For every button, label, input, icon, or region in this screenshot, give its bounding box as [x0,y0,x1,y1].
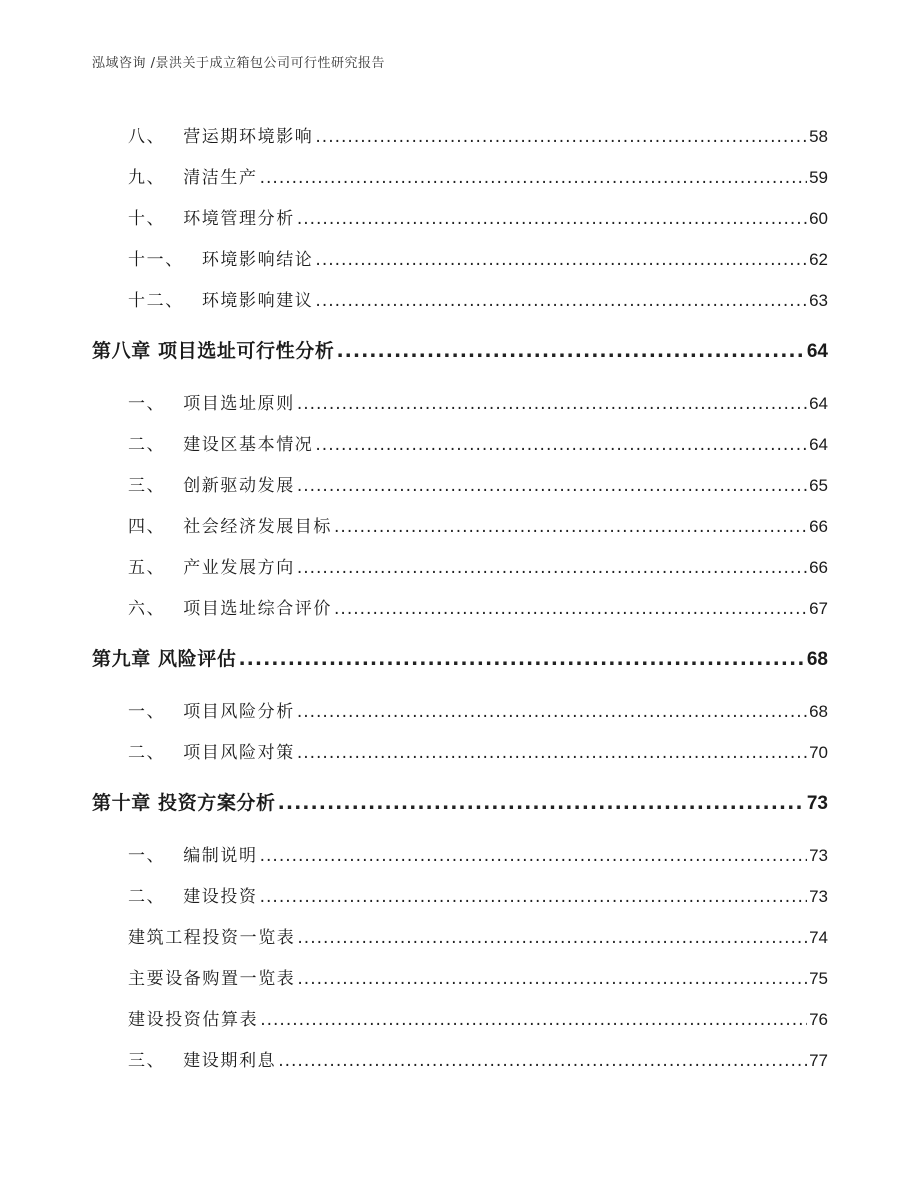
toc-leader-dots [297,394,807,411]
toc-page-number: 73 [806,793,828,814]
toc-leader-dots [238,648,804,667]
toc-leader-dots [297,476,807,493]
toc-leader-dots [334,517,807,534]
toc-leader-dots [297,702,807,719]
toc-entry[interactable] [128,553,828,579]
toc-entry-label: 四、 社会经济发展目标 [128,517,333,537]
toc-leader-dots [336,340,804,359]
toc-chapter-label: 第九章 风险评估 [92,648,237,670]
toc-page-number: 75 [809,969,828,988]
toc-entry[interactable] [128,245,828,271]
toc-entry-label: 八、 营运期环境影响 [128,127,314,147]
toc-entry-label: 一、 编制说明 [128,846,258,866]
toc-leader-dots [260,887,807,904]
toc-entry[interactable] [128,594,828,620]
toc-entry-label: 十一、 环境影响结论 [128,250,314,270]
toc-page-number: 73 [809,887,828,906]
toc-entry[interactable] [128,122,828,148]
toc-entry-label: 十、 环境管理分析 [128,209,295,229]
toc-entry-label: 建设投资估算表 [128,1010,259,1030]
toc-entry-label: 三、 建设期利息 [128,1051,277,1071]
toc-page-number: 73 [809,846,828,865]
toc-chapter-label: 第十章 投资方案分析 [92,792,276,814]
toc-page-number: 76 [809,1010,828,1029]
toc-page-number: 77 [809,1051,828,1070]
running-header: 泓域咨询 /景洪关于成立箱包公司可行性研究报告 [92,56,386,71]
toc-table-entry[interactable] [128,923,828,949]
toc-leader-dots [278,792,805,811]
toc-entry-label: 三、 创新驱动发展 [128,476,295,496]
toc-page-number: 59 [809,168,828,187]
toc-entry[interactable] [128,389,828,415]
toc-leader-dots [260,168,807,185]
toc-leader-dots [315,435,807,452]
toc-page-number: 60 [809,209,828,228]
toc-entry[interactable] [128,738,828,764]
toc-entry-label: 二、 建设投资 [128,887,258,907]
toc-leader-dots [297,209,807,226]
toc-entry-label: 五、 产业发展方向 [128,558,295,578]
toc-page-number: 70 [809,743,828,762]
toc-entry[interactable] [128,430,828,456]
toc-page-number: 68 [809,702,828,721]
toc-page-number: 64 [809,394,828,413]
toc-leader-dots [315,127,807,144]
toc-chapter-label: 第八章 项目选址可行性分析 [92,340,335,362]
toc-entry-label: 二、 项目风险对策 [128,743,295,763]
toc-entry-label: 二、 建设区基本情况 [128,435,314,455]
toc-page-number: 63 [809,291,828,310]
toc-chapter-entry[interactable] [92,336,828,364]
toc-entry-label: 一、 项目风险分析 [128,702,295,722]
toc-page-number: 66 [809,558,828,577]
toc-leader-dots [297,928,807,945]
toc-leader-dots [297,558,807,575]
toc-page-number: 64 [809,435,828,454]
toc-leader-dots [297,743,807,760]
toc-entry[interactable] [128,882,828,908]
toc-leader-dots [334,599,807,616]
toc-leader-dots [315,250,807,267]
toc-chapter-entry[interactable] [92,644,828,672]
toc-entry[interactable] [128,512,828,538]
toc-entry[interactable] [128,204,828,230]
toc-entry[interactable] [128,697,828,723]
toc-page-number: 67 [809,599,828,618]
toc-leader-dots [260,1010,807,1027]
toc-page-number: 64 [806,341,828,362]
toc-entry[interactable] [128,163,828,189]
toc-entry[interactable] [128,286,828,312]
toc-entry-label: 六、 项目选址综合评价 [128,599,333,619]
toc-entry-label: 一、 项目选址原则 [128,394,295,414]
toc-leader-dots [260,846,807,863]
toc-entry[interactable] [128,471,828,497]
toc-entry-label: 主要设备购置一览表 [128,969,296,989]
toc-leader-dots [315,291,807,308]
toc-page-number: 65 [809,476,828,495]
toc-page-number: 68 [806,649,828,670]
toc-page-number: 74 [809,928,828,947]
toc-chapter-entry[interactable] [92,788,828,816]
toc-entry-label: 建筑工程投资一览表 [128,928,296,948]
toc-entry-label: 十二、 环境影响建议 [128,291,314,311]
toc-entry[interactable] [128,841,828,867]
toc-entry-label: 九、 清洁生产 [128,168,258,188]
toc-table-entry[interactable] [128,964,828,990]
toc-table-entry[interactable] [128,1005,828,1031]
toc-page-number: 66 [809,517,828,536]
toc-page-number: 58 [809,127,828,146]
toc-leader-dots [297,969,807,986]
toc-leader-dots [278,1051,807,1068]
toc-entry[interactable] [128,1046,828,1072]
toc-page-number: 62 [809,250,828,269]
